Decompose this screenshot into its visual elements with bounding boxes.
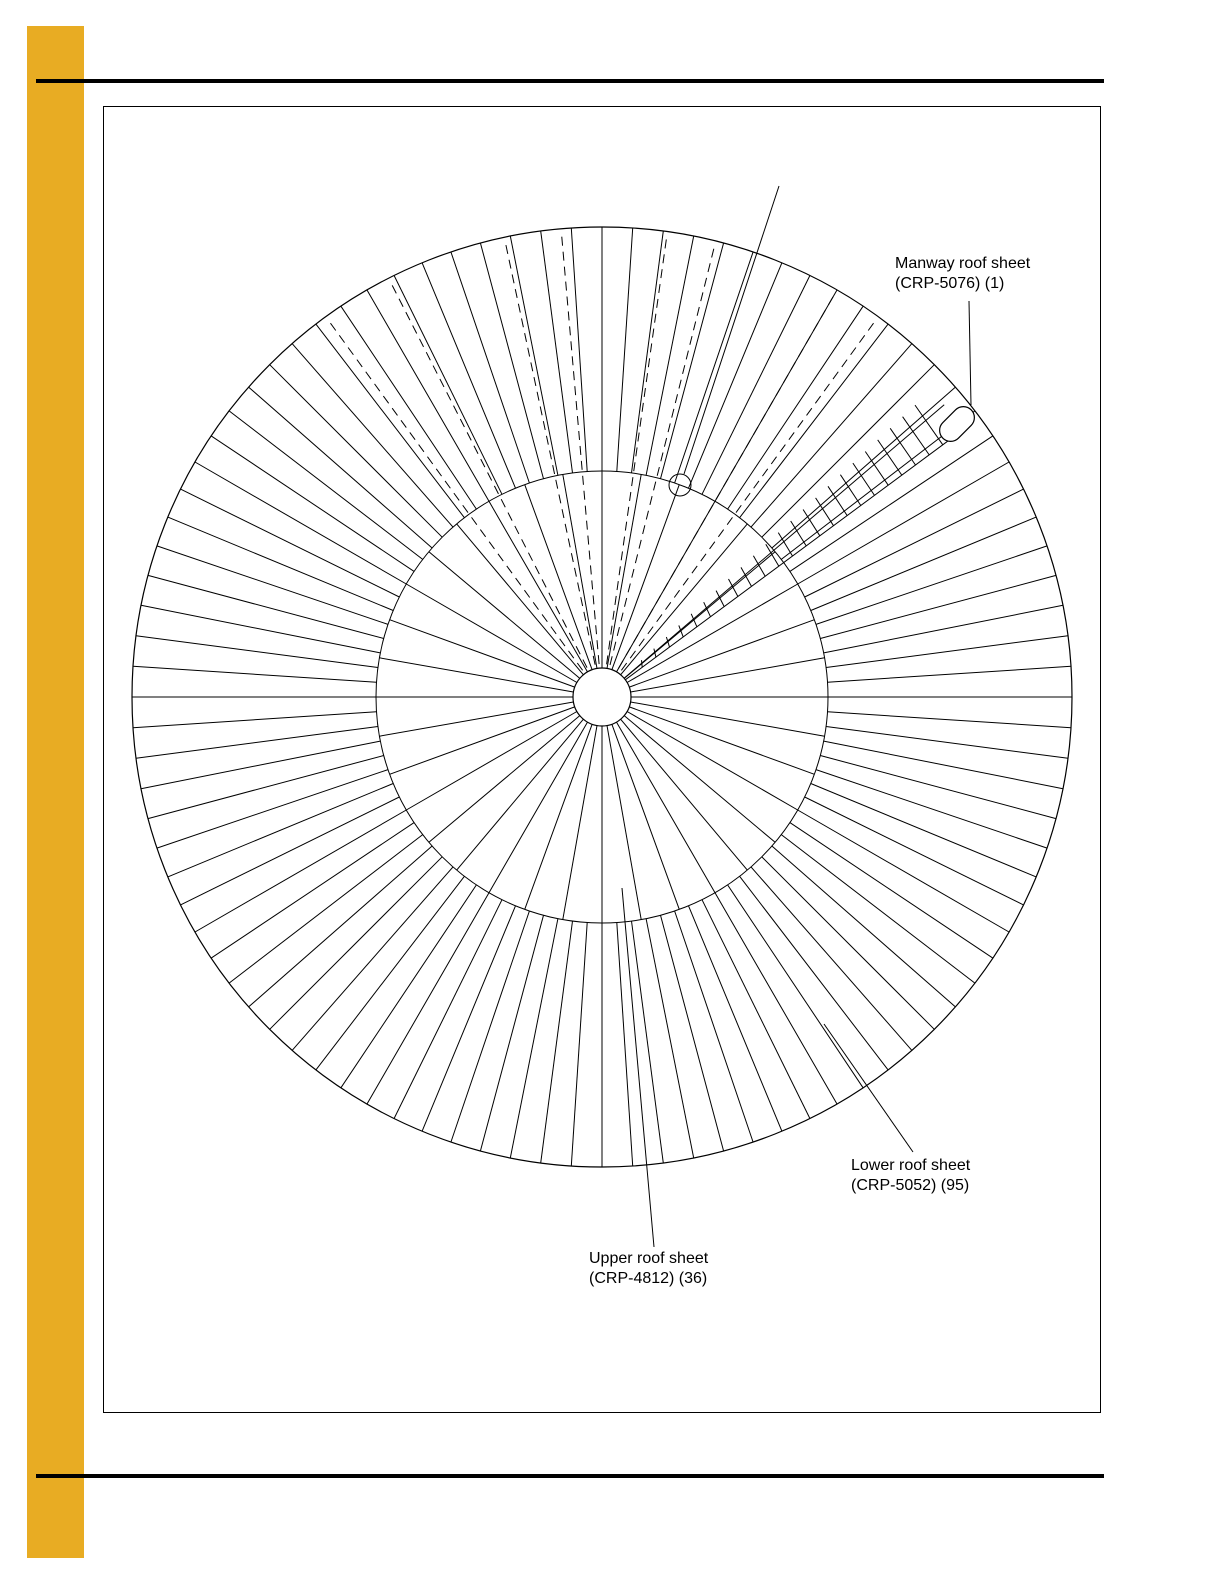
lower-sheet-seam	[292, 344, 453, 527]
center-compression-ring	[573, 668, 631, 726]
lower-sheet-seam	[816, 770, 1047, 849]
lower-sheet-seam	[341, 885, 477, 1088]
lower-sheet-seam	[646, 236, 694, 475]
lower-sheet-seam	[772, 387, 956, 548]
lower-sheet-seam	[617, 923, 633, 1167]
lower-sheet-seam	[661, 243, 724, 479]
lower-sheet-seam	[249, 387, 433, 548]
lower-sheet-seam	[811, 784, 1036, 877]
lower-sheet-seam	[790, 823, 993, 959]
lower-sheet-seam	[249, 846, 433, 1007]
lower-sheet-seam	[422, 263, 515, 488]
lower-sheet-seam	[816, 546, 1047, 625]
lower-callout-line1: Lower roof sheet	[851, 1157, 971, 1174]
manway-opening	[935, 402, 979, 446]
lower-sheet-seam	[394, 276, 502, 495]
lower-sheet-seam	[675, 252, 754, 483]
lower-sheet-seam	[675, 911, 754, 1142]
vent-leader-line	[684, 186, 779, 474]
lower-sheet-seam	[632, 921, 664, 1163]
lower-sheet-seam	[148, 756, 384, 819]
lower-sheet-seam	[702, 900, 810, 1119]
lower-sheet-seam	[790, 436, 993, 572]
lower-sheet-seam	[728, 885, 864, 1088]
ladder-rung	[915, 405, 943, 445]
lower-sheet-seam	[824, 605, 1063, 653]
lower-sheet-seam	[805, 797, 1024, 905]
manway-sheet-callout	[895, 254, 1030, 294]
lower-sheet-seam	[133, 666, 377, 682]
lower-sheet-seam	[168, 784, 393, 877]
lower-sheet-seam	[341, 306, 477, 509]
lower-sheet-seam	[168, 517, 393, 610]
lower-sheet-seam	[811, 517, 1036, 610]
lower-sheet-seam	[133, 712, 377, 728]
lower-sheet-seam	[136, 636, 378, 668]
lower-sheet-seam	[820, 575, 1056, 638]
lower-sheet-seam	[617, 228, 633, 472]
lower-sheet-seam	[820, 756, 1056, 819]
upper-sheet-leader-line	[622, 888, 654, 1247]
lower-sheet-seam	[157, 770, 388, 849]
lower-sheet-seam	[394, 900, 502, 1119]
lower-sheet-seam	[689, 906, 782, 1131]
lower-sheet-seam	[661, 915, 724, 1151]
lower-sheet-seam	[422, 906, 515, 1131]
lower-sheet-seam	[510, 919, 558, 1158]
lower-sheet-seam	[270, 365, 443, 538]
lower-sheet-seam	[805, 489, 1024, 597]
lower-sheet-callout	[851, 1156, 970, 1196]
manway-leader-line	[969, 301, 971, 405]
lower-sheet-seam	[141, 605, 380, 653]
lower-sheet-seam	[632, 231, 664, 473]
lower-callout-line2: (CRP-5052) (95)	[851, 1177, 970, 1194]
lower-sheet-seam	[826, 727, 1068, 759]
lower-sheet-seam	[828, 666, 1072, 682]
lower-sheet-seam	[480, 243, 543, 479]
lower-sheet-seam	[571, 923, 587, 1167]
lower-sheet-seam	[541, 921, 573, 1163]
lower-sheet-seam	[762, 857, 935, 1030]
lower-sheet-seam	[751, 867, 912, 1051]
lower-sheet-leader-line	[824, 1024, 913, 1152]
lower-sheet-seam	[148, 575, 384, 638]
lower-sheet-seam	[762, 365, 935, 538]
lower-sheet-seam	[480, 915, 543, 1151]
lower-sheet-seam	[211, 823, 414, 959]
lower-sheet-seam	[451, 911, 530, 1142]
lower-sheet-seam	[141, 741, 380, 789]
lower-sheet-seam	[211, 436, 414, 572]
lower-sheet-seam	[451, 252, 530, 483]
manway-callout-line1: Manway roof sheet	[895, 255, 1031, 272]
lower-sheet-seam	[541, 231, 573, 473]
lower-sheet-seam	[270, 857, 443, 1030]
upper-callout-line2: (CRP-4812) (36)	[589, 1270, 708, 1287]
lower-sheet-seam	[181, 489, 400, 597]
lower-sheet-seam	[157, 546, 388, 625]
lower-sheet-seam	[689, 263, 782, 488]
lower-sheet-seam	[772, 846, 956, 1007]
ladder-rung	[903, 417, 930, 455]
lower-sheet-seam	[828, 712, 1072, 728]
lower-sheet-seam	[510, 236, 558, 475]
upper-callout-line1: Upper roof sheet	[589, 1250, 709, 1267]
lower-sheet-seam	[181, 797, 400, 905]
lower-sheet-seam	[292, 867, 453, 1051]
manway-callout-line2: (CRP-5076) (1)	[895, 275, 1005, 292]
lower-sheet-seam	[826, 636, 1068, 668]
lower-sheet-seam	[646, 919, 694, 1158]
lower-sheet-seam	[751, 344, 912, 527]
lower-sheet-seam	[824, 741, 1063, 789]
lower-sheet-seam	[136, 727, 378, 759]
upper-sheet-callout	[589, 1249, 708, 1289]
lower-sheet-seam	[702, 276, 810, 495]
